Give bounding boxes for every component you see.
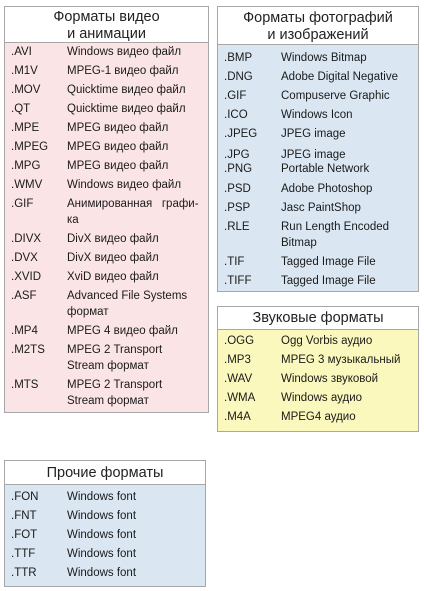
format-desc: XviD видео файл — [67, 271, 159, 283]
photo-formats-header — [218, 7, 418, 45]
format-desc: Windows font — [67, 491, 137, 503]
format-desc-cont: Stream формат — [67, 360, 149, 372]
format-desc: Portable Network — [281, 163, 370, 175]
format-ext: .MOV — [11, 84, 41, 96]
format-desc: Анимированная графи- — [67, 198, 199, 210]
format-desc: Adobe Digital Negative — [281, 71, 398, 83]
format-desc: Windows звуковой — [281, 373, 379, 385]
photo-formats-list — [218, 45, 418, 291]
format-ext: .WMA — [224, 392, 256, 404]
list-item — [5, 178, 208, 197]
video-formats-box — [4, 6, 209, 413]
format-desc: Adobe Photoshop — [281, 183, 373, 195]
format-desc: Advanced File Systems — [67, 290, 188, 302]
audio-formats-header — [218, 307, 418, 330]
format-desc: Windows Bitmap — [281, 52, 367, 64]
format-desc: MPEG4 аудио — [281, 411, 356, 423]
format-ext: .PSP — [224, 202, 251, 214]
list-item — [218, 274, 418, 293]
list-item — [5, 140, 208, 159]
format-ext: .WMV — [11, 179, 43, 191]
format-ext: .MPEG — [11, 141, 49, 153]
format-ext: .DNG — [224, 71, 253, 83]
format-desc: MPEG видео файл — [67, 141, 169, 153]
format-ext: .PNG — [224, 163, 253, 175]
format-ext: .JPG — [224, 149, 250, 161]
list-item — [5, 121, 208, 140]
video-formats-list — [5, 43, 208, 412]
format-desc: Ogg Vorbis аудио — [281, 335, 373, 347]
format-ext: .MPG — [11, 160, 41, 172]
format-desc: Windows видео файл — [67, 46, 182, 58]
format-desc: MPEG 4 видео файл — [67, 325, 178, 337]
video-title-line1: Форматы видео — [53, 9, 160, 25]
other-formats-list — [5, 485, 205, 586]
list-item — [5, 343, 208, 378]
format-ext: .MPE — [11, 122, 40, 134]
list-item — [5, 159, 208, 178]
list-item — [218, 410, 418, 429]
format-desc: DivX видео файл — [67, 252, 159, 264]
format-ext: .TTF — [11, 548, 36, 560]
list-item — [218, 108, 418, 127]
format-ext: .WAV — [224, 373, 253, 385]
format-desc: JPEG image — [281, 149, 346, 161]
format-desc: Jasc PaintShop — [281, 202, 361, 214]
format-ext: .M4A — [224, 411, 251, 423]
list-item — [218, 334, 418, 353]
format-ext: .TIF — [224, 256, 245, 268]
audio-title: Звуковые форматы — [252, 310, 384, 326]
format-desc: Windows аудио — [281, 392, 363, 404]
list-item — [218, 70, 418, 89]
list-item — [218, 353, 418, 372]
other-formats-box — [4, 460, 206, 587]
video-formats-header — [5, 7, 208, 43]
format-ext: .GIF — [224, 90, 247, 102]
list-item — [5, 509, 205, 528]
format-desc: Quicktime видео файл — [67, 84, 186, 96]
list-item — [5, 378, 208, 413]
list-item — [5, 324, 208, 343]
format-ext: .FON — [11, 491, 39, 503]
list-item — [5, 566, 205, 585]
format-desc: Tagged Image File — [281, 275, 376, 287]
list-item — [218, 182, 418, 201]
list-item — [5, 83, 208, 102]
format-ext: .FOT — [11, 529, 38, 541]
list-item — [5, 251, 208, 270]
list-item — [218, 148, 418, 162]
list-item — [218, 51, 418, 70]
format-desc: Windows font — [67, 567, 137, 579]
format-desc-cont: ка — [67, 214, 79, 226]
format-desc: MPEG видео файл — [67, 122, 169, 134]
format-desc: MPEG видео файл — [67, 160, 169, 172]
list-item — [218, 372, 418, 391]
format-ext: .PSD — [224, 183, 251, 195]
format-desc: DivX видео файл — [67, 233, 159, 245]
format-ext: .GIF — [11, 198, 34, 210]
format-ext: .QT — [11, 103, 31, 115]
format-ext: .M2TS — [11, 344, 45, 356]
format-ext: .TTR — [11, 567, 37, 579]
format-desc: Windows видео файл — [67, 179, 182, 191]
photo-title-line2: и изображений — [267, 27, 369, 43]
list-item — [5, 45, 208, 64]
format-ext: .FNT — [11, 510, 37, 522]
format-desc: Tagged Image File — [281, 256, 376, 268]
list-item — [218, 255, 418, 274]
format-desc: MPEG 3 музыкальный — [281, 354, 401, 366]
format-desc: Windows font — [67, 510, 137, 522]
format-ext: .BMP — [224, 52, 253, 64]
format-ext: .MTS — [11, 379, 39, 391]
format-ext: .DVX — [11, 252, 38, 264]
list-item — [218, 89, 418, 108]
format-ext: .TIFF — [224, 275, 252, 287]
format-ext: .AVI — [11, 46, 32, 58]
format-desc: MPEG 2 Transport — [67, 379, 163, 391]
format-ext: .ICO — [224, 109, 248, 121]
format-desc: Compuserve Graphic — [281, 90, 390, 102]
format-desc: Windows font — [67, 529, 137, 541]
format-desc: Quicktime видео файл — [67, 103, 186, 115]
other-formats-header — [5, 461, 205, 485]
list-item — [218, 162, 418, 182]
format-desc: Run Length Encoded — [281, 221, 390, 233]
format-ext: .OGG — [224, 335, 255, 347]
photo-title-line1: Форматы фотографий — [243, 10, 393, 26]
format-desc-cont: Stream формат — [67, 395, 149, 407]
list-item — [5, 547, 205, 566]
list-item — [218, 201, 418, 220]
format-desc: MPEG-1 видео файл — [67, 65, 179, 77]
list-item — [5, 197, 208, 232]
list-item — [218, 127, 418, 148]
list-item — [5, 270, 208, 289]
format-ext: .XVID — [11, 271, 42, 283]
audio-formats-list — [218, 330, 418, 431]
format-desc: Windows font — [67, 548, 137, 560]
format-desc-cont: Bitmap — [281, 237, 317, 249]
photo-formats-box — [217, 6, 419, 292]
list-item — [5, 64, 208, 83]
format-desc: Windows Icon — [281, 109, 353, 121]
video-title-line2: и анимации — [67, 26, 146, 42]
list-item — [5, 289, 208, 324]
format-ext: .DIVX — [11, 233, 42, 245]
list-item — [218, 391, 418, 410]
format-desc: JPEG image — [281, 128, 346, 140]
format-ext: .MP4 — [11, 325, 38, 337]
format-ext: .M1V — [11, 65, 38, 77]
list-item — [5, 490, 205, 509]
list-item — [5, 528, 205, 547]
format-ext: .RLE — [224, 221, 250, 233]
format-ext: .MP3 — [224, 354, 251, 366]
audio-formats-box — [217, 306, 419, 432]
format-desc: MPEG 2 Transport — [67, 344, 163, 356]
list-item — [5, 232, 208, 251]
format-ext: .JPEG — [224, 128, 258, 140]
format-ext: .ASF — [11, 290, 37, 302]
list-item — [218, 220, 418, 255]
list-item — [5, 102, 208, 121]
format-desc-cont: формат — [67, 306, 109, 318]
other-title: Прочие форматы — [46, 465, 164, 481]
